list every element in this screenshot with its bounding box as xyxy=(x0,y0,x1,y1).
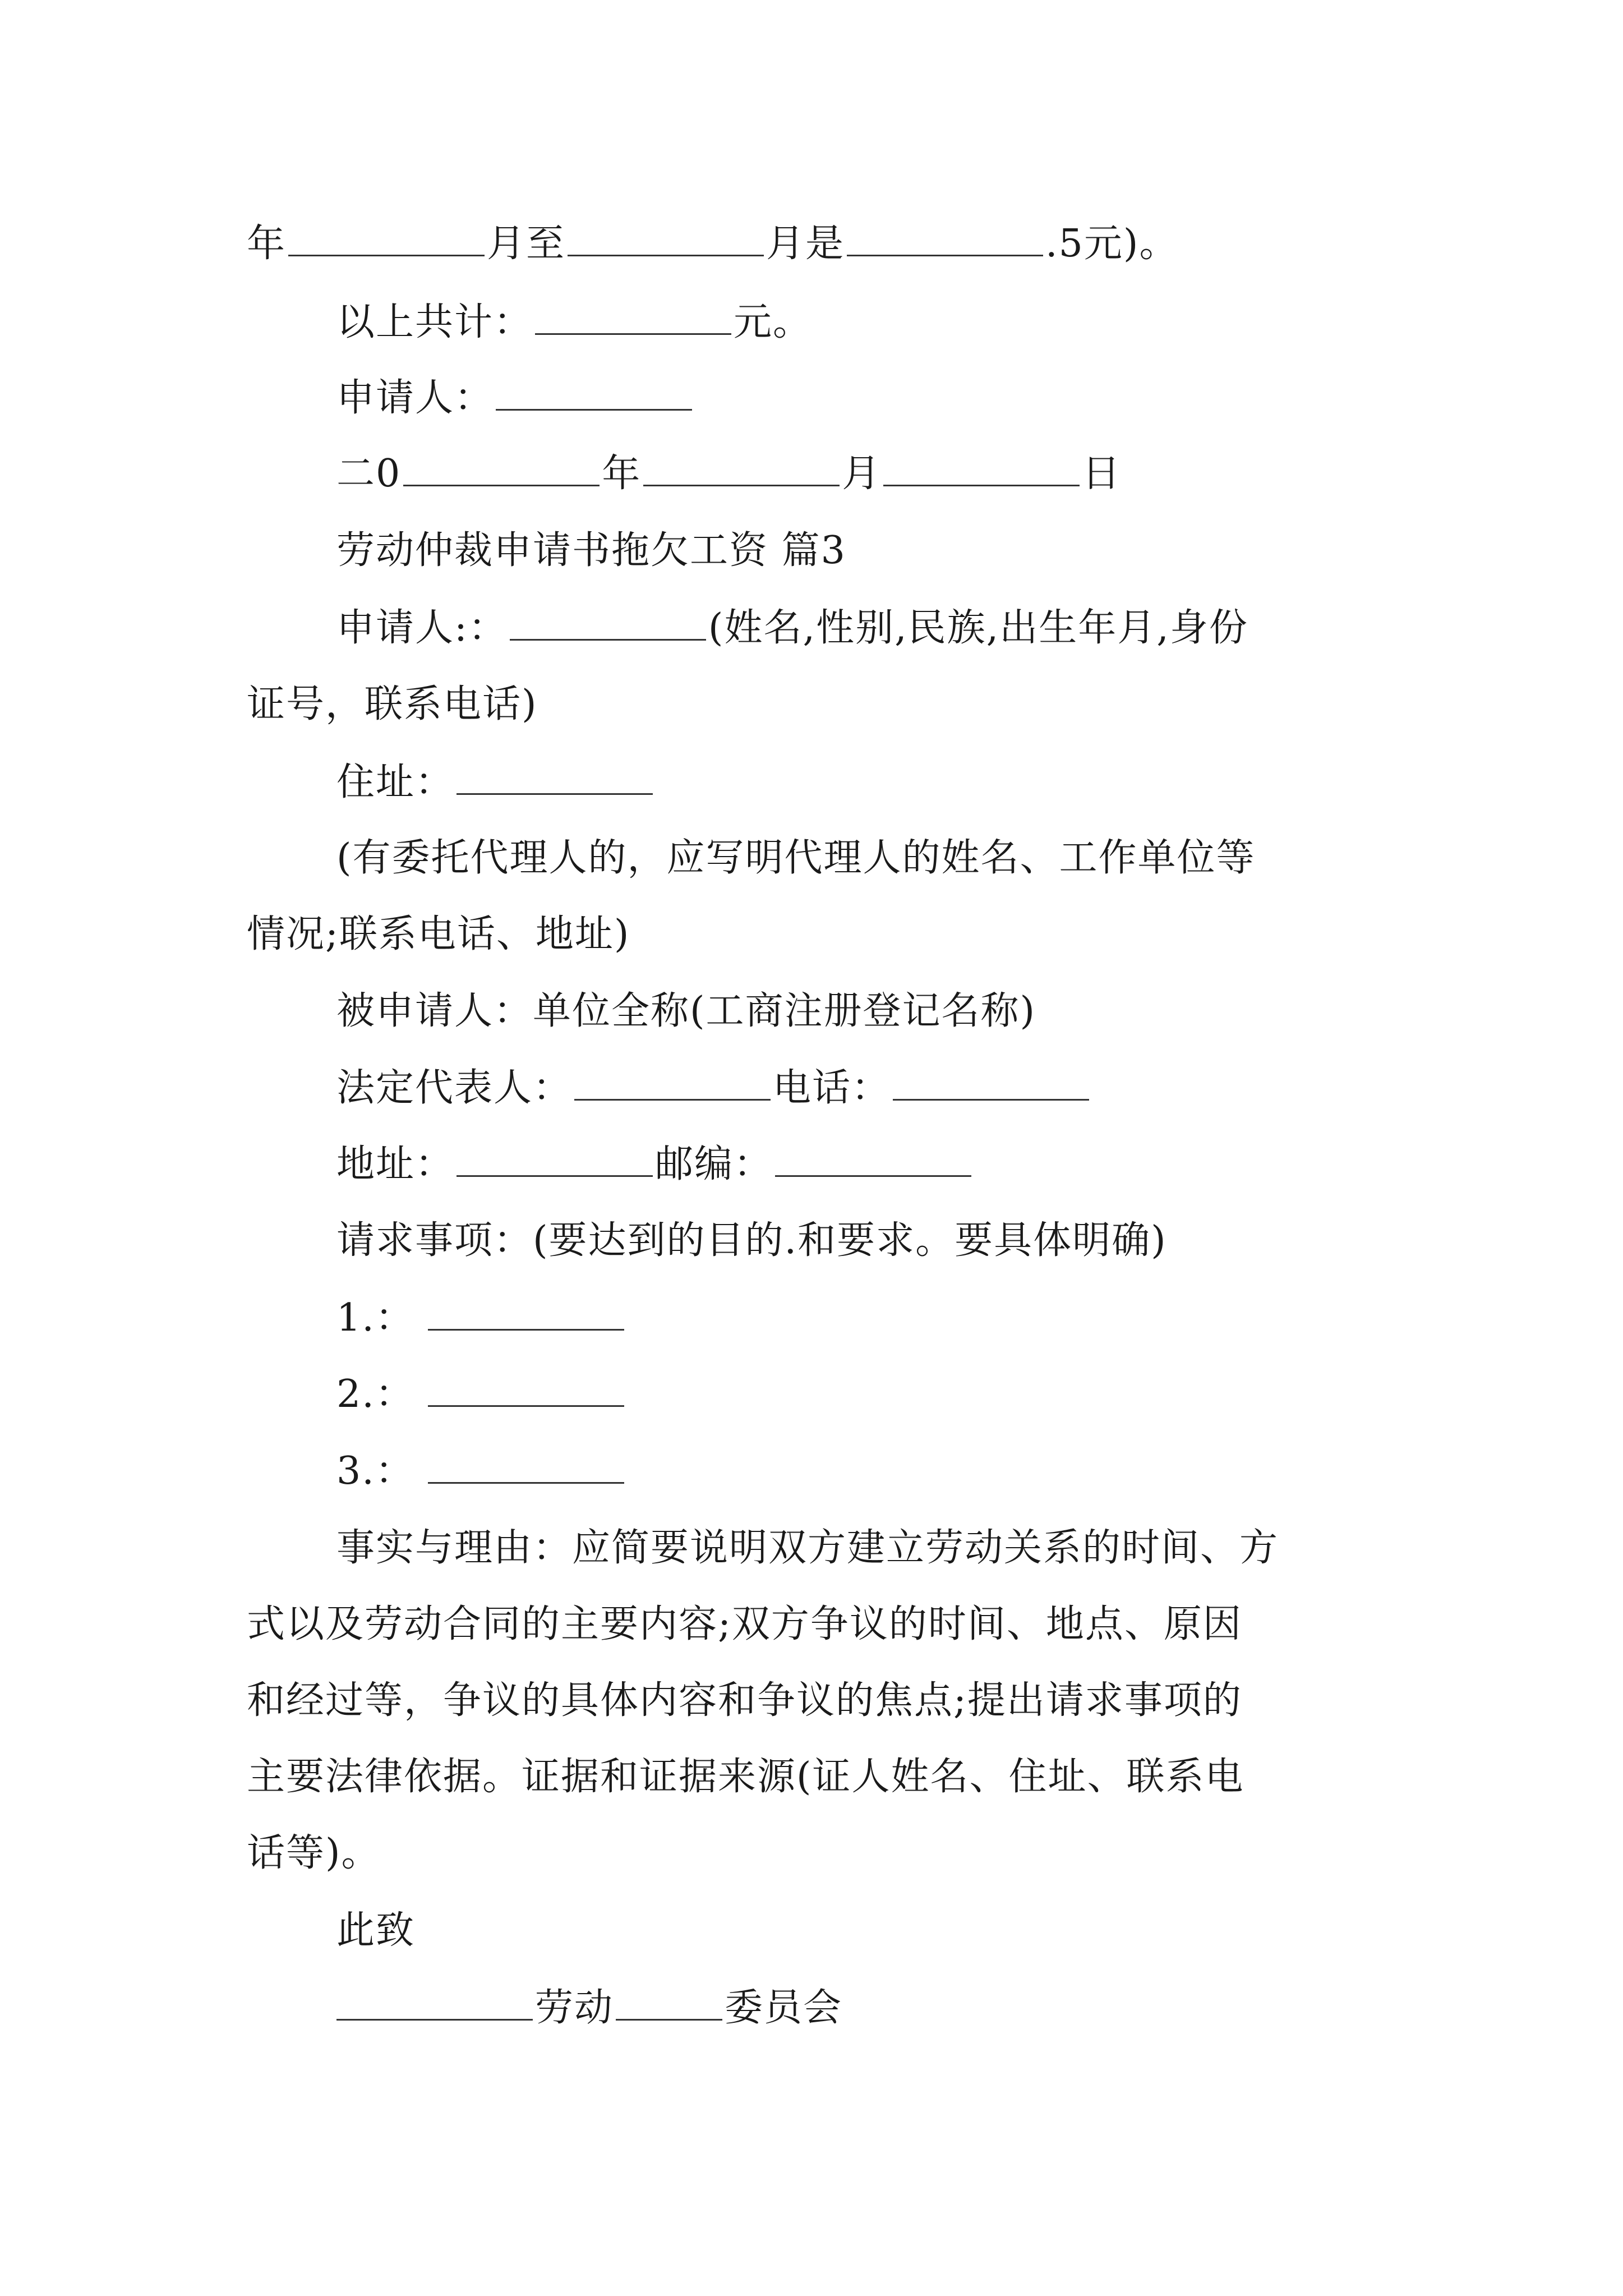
request-item xyxy=(336,1443,1396,1499)
text-segment: 3.： xyxy=(336,1449,414,1493)
text-segment: 年 xyxy=(602,452,642,496)
respondent-address-line xyxy=(336,1137,1396,1193)
text-segment: 申请人:： xyxy=(336,606,508,650)
request-item xyxy=(336,1290,1396,1346)
text-segment: 邮编： xyxy=(655,1142,773,1186)
text-segment: 月至 xyxy=(487,222,566,266)
fill-blank[interactable] xyxy=(510,638,706,641)
paragraph-line: 情况;联系电话、地址) xyxy=(247,912,630,956)
fill-blank[interactable] xyxy=(893,1098,1089,1101)
text-segment: (姓名,性别,民族,出生年月,身份 xyxy=(708,606,1248,650)
applicant-info-line xyxy=(336,600,1396,656)
fill-blank[interactable] xyxy=(616,2018,722,2021)
paragraph-line: 式以及劳动合同的主要内容;双方争议的时间、地点、原因 xyxy=(247,1602,1242,1646)
fill-blank[interactable] xyxy=(574,1098,771,1101)
text-segment: 申请人： xyxy=(336,376,494,420)
legal-rep-line xyxy=(336,1060,1396,1116)
text-segment: 1.： xyxy=(336,1296,414,1340)
request-item xyxy=(336,1366,1396,1423)
text-segment: 元。 xyxy=(734,300,813,344)
fill-blank[interactable] xyxy=(883,484,1080,486)
fill-blank[interactable] xyxy=(643,484,840,486)
text-segment: 劳动 xyxy=(535,1986,614,2030)
text-segment: 日 xyxy=(1082,452,1122,496)
text-segment: 月是 xyxy=(766,222,845,266)
closing-line: 此致 xyxy=(336,1908,416,1953)
address-line xyxy=(336,754,1396,811)
fill-blank[interactable] xyxy=(775,1175,971,1177)
text-segment: .5元)。 xyxy=(1045,222,1179,266)
paragraph-line: 和经过等，争议的具体内容和争议的焦点;提出请求事项的 xyxy=(247,1678,1242,1723)
fill-blank[interactable] xyxy=(403,484,600,486)
fill-blank[interactable] xyxy=(457,793,653,795)
applicant-signature-line xyxy=(336,370,1396,426)
fill-blank[interactable] xyxy=(496,408,692,411)
text-segment: 年 xyxy=(247,222,287,266)
date-line xyxy=(336,446,1396,502)
fill-blank[interactable] xyxy=(336,2018,533,2021)
fill-blank[interactable] xyxy=(428,1328,624,1331)
paragraph-line: 事实与理由：应简要说明双方建立劳动关系的时间、方 xyxy=(336,1526,1279,1570)
text-segment: 委员会 xyxy=(725,1986,843,2030)
text-segment: 地址： xyxy=(336,1142,455,1186)
fill-blank[interactable] xyxy=(847,254,1043,256)
total-amount-line xyxy=(336,295,1396,351)
requests-heading: 请求事项：(要达到的目的.和要求。要具体明确) xyxy=(336,1218,1167,1263)
paragraph-line: 话等)。 xyxy=(247,1831,381,1875)
respondent-line: 被申请人：单位全称(工商注册登记名称) xyxy=(336,989,1036,1033)
fill-blank[interactable] xyxy=(457,1175,653,1177)
paragraph-line: 证号，联系电话) xyxy=(247,682,538,726)
text-segment: 月 xyxy=(842,452,882,496)
text-segment: 住址： xyxy=(336,760,455,804)
text-segment: 电话： xyxy=(773,1066,891,1110)
fill-blank[interactable] xyxy=(535,333,731,335)
section-heading: 劳动仲裁申请书拖欠工资 篇3 xyxy=(336,528,846,573)
recipient-line xyxy=(336,1980,1396,2036)
text-segment: 2.： xyxy=(336,1372,414,1416)
wage-period-line xyxy=(247,216,1396,272)
paragraph-line: (有委托代理人的，应写明代理人的姓名、工作单位等 xyxy=(336,836,1256,880)
paragraph-line: 主要法律依据。证据和证据来源(证人姓名、住址、联系电 xyxy=(247,1755,1244,1799)
text-segment: 法定代表人： xyxy=(336,1066,573,1110)
fill-blank[interactable] xyxy=(568,254,764,256)
fill-blank[interactable] xyxy=(428,1481,624,1484)
text-segment: 以上共计： xyxy=(336,300,533,344)
text-segment: 二0 xyxy=(336,452,402,496)
fill-blank[interactable] xyxy=(288,254,485,256)
fill-blank[interactable] xyxy=(428,1405,624,1407)
